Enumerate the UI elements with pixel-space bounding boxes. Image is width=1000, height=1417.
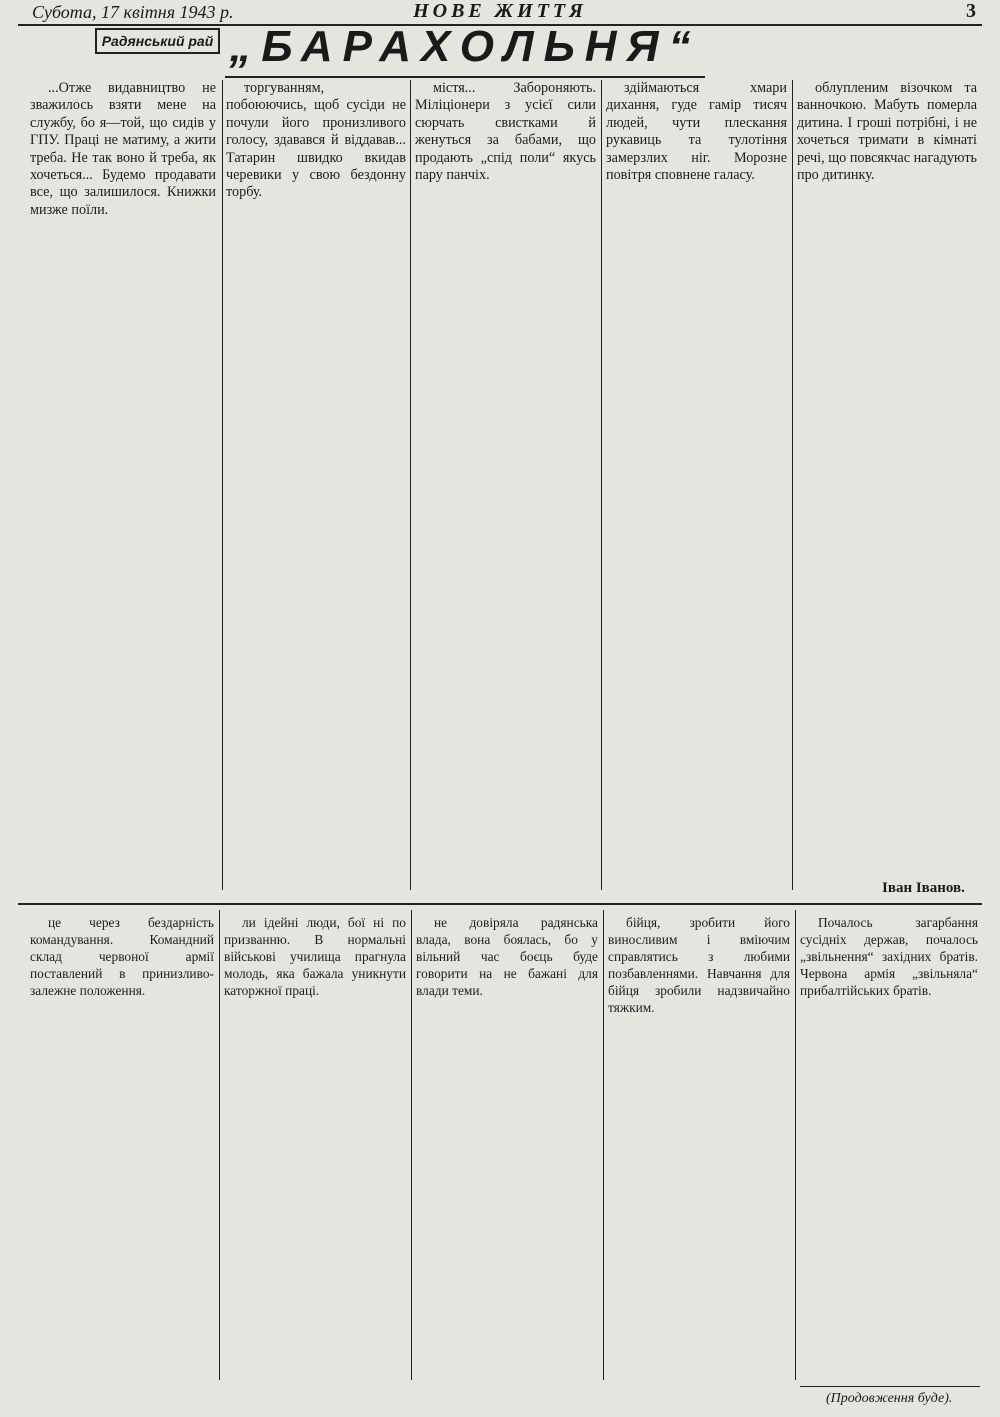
column-divider bbox=[410, 80, 411, 890]
newspaper-name: НОВЕ ЖИТТЯ bbox=[413, 0, 587, 22]
column-text: облупленим візочком та ванночкою. Мабуть померла дитина. І гроші потрібні, і не хочеться тримати в кімнаті речі, що повсякчас нагадують про дитинку. bbox=[797, 80, 977, 184]
column-text: ...Отже видавництво не зважилось взяти мене на службу, бо я—той, що сидів у ГПУ. Праці не матиму, а жити треба. Не так воно й треба, як хочеться... Будемо продавати все, що залишилося. Книжки мизже поїли. bbox=[30, 80, 216, 218]
article-signature: Іван Іванов. bbox=[882, 880, 965, 896]
article-column-3 bbox=[415, 80, 596, 880]
continuation-column-1 bbox=[30, 915, 214, 1380]
column-text: торгуванням, побоюючись, щоб сусіди не почули його пронизливого голосу, здавався й віддавав... Татарин швидко вкидав черевики у свою бездонну торбу. bbox=[226, 80, 406, 201]
column-divider bbox=[795, 910, 796, 1380]
column-divider bbox=[219, 910, 220, 1380]
column-text: здіймаються хмари дихання, гуде гамір тисяч людей, чути плескання рукавиць та тулотіння замерзлих ніг. Морозне повітря сповнене галасу. bbox=[606, 80, 787, 184]
continuation-column-2 bbox=[224, 915, 406, 1380]
column-text: це через бездарність командування. Командний склад червоної армії поставлений в принизливо-залежне положення. bbox=[30, 915, 214, 998]
section-separator bbox=[18, 903, 982, 905]
end-rule bbox=[800, 1386, 980, 1387]
page-number: 3 bbox=[966, 0, 976, 22]
column-divider bbox=[603, 910, 604, 1380]
article-rubric: Радянський рай bbox=[95, 28, 220, 54]
article-column-2 bbox=[226, 80, 406, 880]
column-text: ли ідейні люди, бої ні по призванню. В нормальні військові училища прагнула молодь, яка бажала уникнути каторжної праці. bbox=[224, 915, 406, 998]
column-divider bbox=[411, 910, 412, 1380]
column-divider bbox=[222, 80, 223, 890]
article-column-1 bbox=[30, 80, 216, 880]
column-divider bbox=[601, 80, 602, 890]
continuation-column-3 bbox=[416, 915, 598, 1380]
column-text: не довіряла радянська влада, вона боялась, бо у вільний час боєць буде говорити на не бажані для влади теми. bbox=[416, 915, 598, 998]
article-title: „БАРАХОЛЬНЯ“ bbox=[229, 22, 701, 71]
title-underline bbox=[225, 76, 705, 78]
column-text: Почалось загарбання сусідніх держав, почалось „звільнення“ західних братів. Червона армія „звільняла“ прибалтійських братів. bbox=[800, 915, 978, 998]
article-column-5 bbox=[797, 80, 977, 870]
continuation-column-5 bbox=[800, 915, 978, 1380]
article-column-4 bbox=[606, 80, 787, 880]
issue-date: Субота, 17 квітня 1943 р. bbox=[32, 2, 234, 22]
column-text: бійця, зробити його виносливим і вміючим справлятись з любими позбавленнями. Навчання для бійця зробили надзвичайно тяжким. bbox=[608, 915, 790, 1015]
continuation-note: (Продовження буде). bbox=[826, 1391, 953, 1406]
column-divider bbox=[792, 80, 793, 890]
continuation-column-4 bbox=[608, 915, 790, 1380]
column-text: містя... Забороняють. Міліціонери з усієї сили сюрчать свистками й женуться за бабами, що продають „спід поли“ якусь пару панчіх. bbox=[415, 80, 596, 184]
